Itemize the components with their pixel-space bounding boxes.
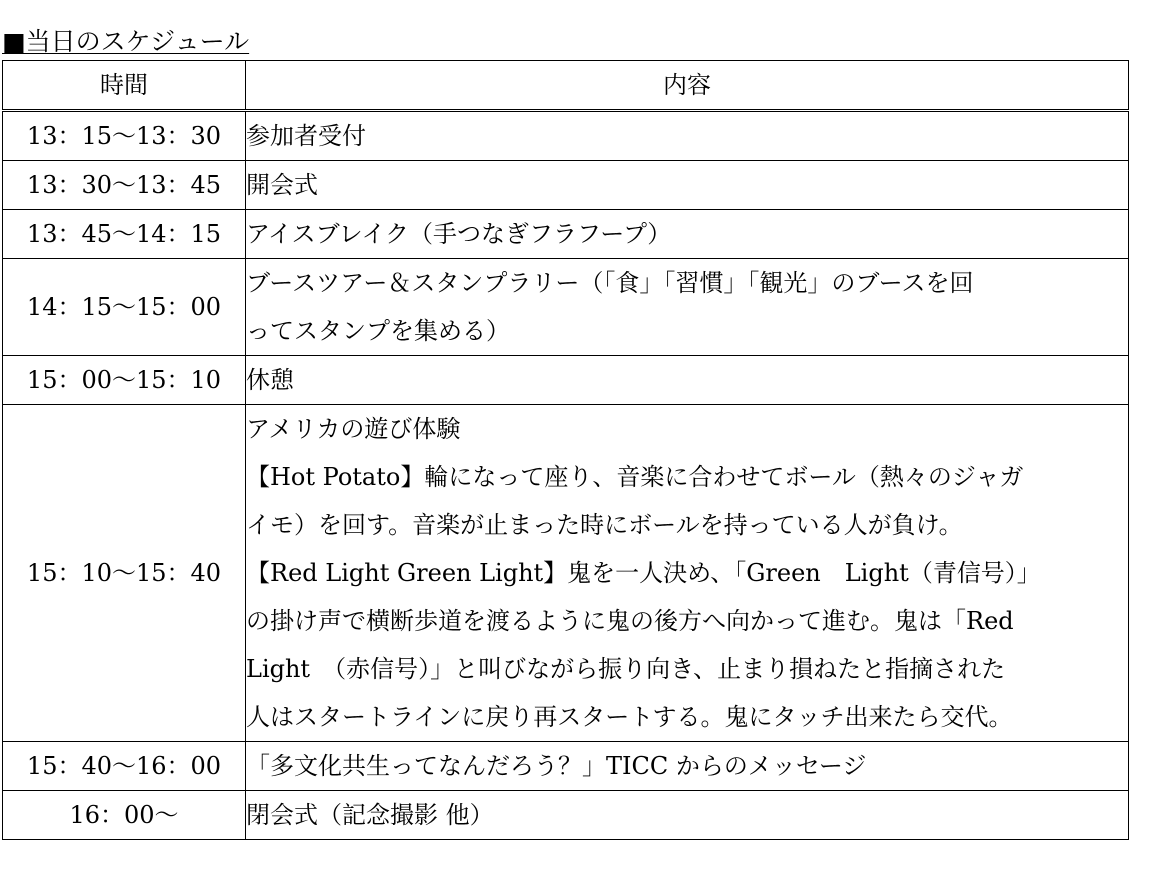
content-cell <box>246 161 1129 210</box>
content-line: 参加者受付 <box>246 122 366 150</box>
time-cell: 14：15〜15：00 <box>3 259 246 356</box>
content-cell <box>246 791 1129 840</box>
content-line: 人はスタートラインに戻り再スタートする。鬼にタッチ出来たら交代。 <box>246 703 1013 731</box>
content-line: 「多文化共生ってなんだろう？」TICC からのメッセージ <box>246 752 867 780</box>
table-row <box>3 259 1129 356</box>
time-cell: 15：10〜15：40 <box>3 405 246 742</box>
content-cell <box>246 210 1129 259</box>
table-row <box>3 356 1129 405</box>
content-cell <box>246 742 1129 791</box>
time-cell: 13：15〜13：30 <box>3 111 246 161</box>
content-line: ってスタンプを集める） <box>246 317 510 345</box>
content-line: 休憩 <box>246 366 294 394</box>
schedule-heading-text: ■当日のスケジュール <box>2 27 250 56</box>
header-time: 時間 <box>3 61 246 111</box>
time-cell: 13：30〜13：45 <box>3 161 246 210</box>
table-row <box>3 161 1129 210</box>
table-row <box>3 791 1129 840</box>
schedule-body <box>3 111 1129 840</box>
content-cell <box>246 111 1129 161</box>
schedule-table <box>2 60 1129 840</box>
schedule-heading <box>2 25 249 59</box>
table-row <box>3 742 1129 791</box>
table-row <box>3 111 1129 161</box>
table-row <box>3 405 1129 742</box>
time-cell: 15：00〜15：10 <box>3 356 246 405</box>
content-cell <box>246 259 1129 356</box>
content-line: 開会式 <box>246 171 318 199</box>
content-line: の掛け声で横断歩道を渡るように鬼の後方へ向かって進む。鬼は「Red <box>246 607 1014 635</box>
content-line: 【Red Light Green Light】鬼を一人決め、「Green Light（青信号）」 <box>246 559 1041 587</box>
content-line: 【Hot Potato】輪になって座り、音楽に合わせてボール（熱々のジャガ <box>246 463 1024 491</box>
table-row <box>3 210 1129 259</box>
content-line: 閉会式（記念撮影 他） <box>246 801 494 829</box>
content-line: アメリカの遊び体験 <box>246 415 461 443</box>
content-line: アイスブレイク（手つなぎフラフープ） <box>246 220 672 248</box>
time-cell: 16：00〜 <box>3 791 246 840</box>
header-content: 内容 <box>246 61 1129 111</box>
table-header-row <box>3 61 1129 111</box>
content-line: ブースツアー＆スタンプラリー（「食」「習慣」「観光」のブースを回 <box>246 269 974 297</box>
time-cell: 13：45〜14：15 <box>3 210 246 259</box>
content-cell <box>246 405 1129 742</box>
time-cell: 15：40〜16：00 <box>3 742 246 791</box>
content-line: Light （赤信号）」と叫びながら振り向き、止まり損ねたと指摘された <box>246 655 1006 683</box>
content-line: イモ）を回す。音楽が止まった時にボールを持っている人が負け。 <box>246 511 963 539</box>
content-cell <box>246 356 1129 405</box>
